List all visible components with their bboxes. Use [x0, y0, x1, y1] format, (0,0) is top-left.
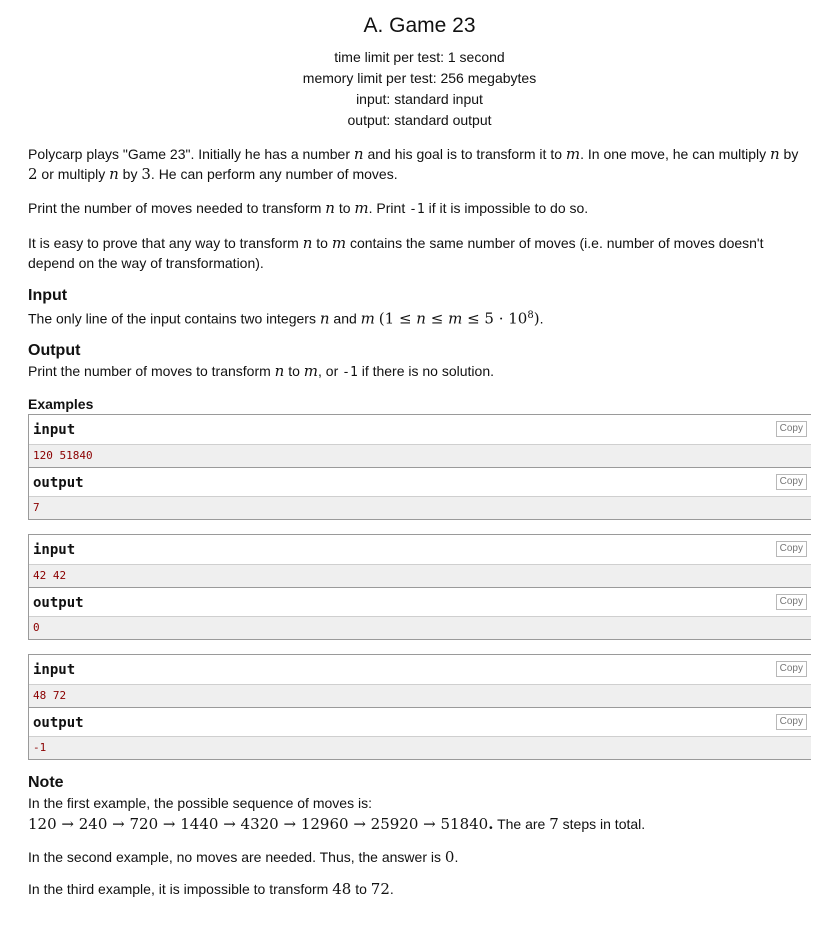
math-number: 2 [28, 165, 38, 183]
time-limit: time limit per test: 1 second [334, 49, 505, 65]
math-variable: m [565, 145, 581, 163]
sequence-value: 240 [78, 814, 108, 833]
math-variable: n [319, 309, 330, 328]
example-input-label: input [33, 661, 76, 678]
problem-title: A. Game 23 [363, 14, 476, 37]
inline-code: -1 [409, 202, 425, 217]
sequence-value: 4320 [240, 814, 279, 833]
math-variable: m [360, 309, 375, 328]
copy-output-button[interactable]: Copy [776, 714, 807, 730]
sequence-value: 720 [129, 814, 159, 833]
example-block [28, 654, 811, 760]
sequence-value: 25920 [370, 814, 419, 833]
input-file: input: standard input [356, 91, 483, 107]
example-output-label: output [33, 474, 84, 491]
output-heading: Output [28, 341, 81, 359]
math-number: 72 [370, 879, 390, 898]
arrow-icon: → [278, 814, 301, 833]
math-variable: n [274, 361, 285, 380]
example-output-data: 0 [29, 617, 811, 639]
example-input-data: 42 42 [29, 565, 811, 587]
copy-output-button[interactable]: Copy [776, 474, 807, 490]
math-number: ≤ [425, 309, 449, 328]
input-heading: Input [28, 287, 68, 304]
arrow-icon: → [107, 814, 130, 833]
move-sequence [28, 815, 488, 833]
note-paragraph-2: In the second example, no moves are needed. Thus, the answer is 0. [28, 847, 459, 866]
math-variable: n [325, 199, 335, 217]
sequence-value: 51840 [440, 814, 489, 833]
memory-limit: memory limit per test: 256 megabytes [302, 70, 537, 86]
math-number: 3 [141, 165, 151, 183]
example-output-label: output [33, 594, 84, 611]
steps-count: 7 [549, 814, 559, 833]
math-variable: n [770, 145, 780, 163]
sequence-value: 12960 [300, 814, 349, 833]
example-output-header [29, 467, 811, 497]
note-line-1: In the first example, the possible sequence of moves is: [28, 794, 372, 811]
arrow-icon: → [348, 814, 371, 833]
output-spec: Print the number of moves to transform n to m, or -1 if there is no solution. [28, 361, 494, 380]
problem-page [0, 13, 829, 930]
examples-heading: Examples [28, 395, 94, 412]
statement-paragraph-2: Print the number of moves needed to transform n to m. Print -1 if it is impossible to do so. [28, 199, 589, 217]
statement-paragraph-1: Polycarp plays "Game 23". Initially he has a number n and his goal is to transform it to m. In one move, he can multiply n by 2 or multiply n by 3. He can perform any number of moves. [28, 145, 799, 183]
input-spec: The only line of the input contains two integers n and m $(1 \le n \le m \le 5 \cdot 10^8)$. [28, 309, 544, 328]
steps-suffix: steps in total. [558, 815, 646, 832]
math-variable: n [353, 145, 364, 163]
note-heading: Note [28, 773, 64, 791]
example-input-data: 120 51840 [29, 445, 811, 467]
example-output-header [29, 707, 811, 737]
example-block [28, 534, 811, 640]
arrow-icon: → [418, 814, 441, 833]
math-number: ( [378, 309, 385, 328]
math-number: ) [533, 309, 540, 328]
math-variable: n [302, 234, 313, 252]
math-variable: n [109, 165, 119, 183]
copy-input-button[interactable]: Copy [776, 541, 807, 557]
math-variable: m [303, 361, 319, 380]
steps-prefix: The are [493, 815, 550, 832]
inline-code: -1 [342, 364, 358, 380]
example-input-label: input [33, 541, 76, 558]
math-number: ≤ 5 · 10 [462, 309, 528, 328]
math-variable: m [448, 309, 463, 328]
math-variable: m [354, 199, 369, 217]
example-output-data: 7 [29, 497, 811, 519]
superscript: 8 [527, 310, 534, 321]
math-number: 1 ≤ [384, 309, 417, 328]
example-input-header [29, 535, 811, 565]
example-output-data: -1 [29, 737, 811, 759]
sequence-value: 120 [28, 814, 57, 833]
math-number: 0 [444, 847, 455, 866]
note-paragraph-3: In the third example, it is impossible to transform 48 to 72. [28, 879, 394, 898]
example-input-label: input [33, 421, 76, 438]
problem-limits [28, 47, 811, 131]
example-output-label: output [33, 714, 84, 731]
sequence-end: . [488, 814, 494, 833]
copy-output-button[interactable]: Copy [776, 594, 807, 610]
example-input-header [29, 415, 811, 445]
arrow-icon: → [158, 814, 181, 833]
copy-input-button[interactable]: Copy [776, 421, 807, 437]
arrow-icon: → [56, 814, 79, 833]
math-number: 48 [332, 879, 352, 898]
math-variable: n [416, 309, 426, 328]
statement-paragraph-3: It is easy to prove that any way to transform n to m contains the same number of moves (i.e. number of moves doesn't depend on the way of transformation). [28, 234, 764, 271]
example-block [28, 414, 811, 520]
example-input-header [29, 655, 811, 685]
sequence-value: 1440 [180, 814, 219, 833]
arrow-icon: → [218, 814, 241, 833]
copy-input-button[interactable]: Copy [776, 661, 807, 677]
math-variable: m [331, 234, 347, 252]
output-file: output: standard output [347, 112, 492, 128]
examples-list [28, 414, 811, 760]
note-sequence-line [28, 813, 811, 835]
example-output-header [29, 587, 811, 617]
example-input-data: 48 72 [29, 685, 811, 707]
